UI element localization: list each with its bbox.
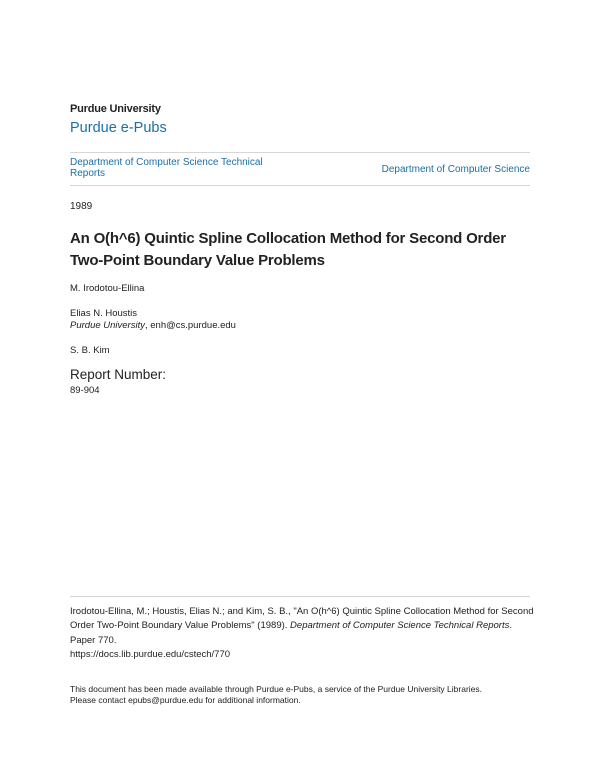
citation-block [70,605,535,662]
notice-line: This document has been made available through Purdue e-Pubs, a service of the Purdue University Libraries. [70,684,483,694]
divider [70,596,530,597]
publication-year: 1989 [70,201,93,212]
report-number-value: 89-904 [70,385,100,396]
document-title: An O(h^6) Quintic Spline Collocation Method for Second Order Two-Point Boundary Value Problems [70,230,506,269]
author-affiliation: Purdue University, enh@cs.purdue.edu [70,320,236,331]
citation-url[interactable]: https://docs.lib.purdue.edu/cstech/770 [70,648,231,660]
author-email: enh@cs.purdue.edu [150,320,236,331]
author-institution: Purdue University [70,320,145,331]
report-number-label: Report Number: [70,367,167,382]
department-link[interactable]: Department of Computer Science [381,164,530,175]
series-link[interactable]: Department of Computer Science Technical Reports [70,157,263,179]
author-name: Elias N. Houstis [70,308,138,319]
citation-series: Department of Computer Science Technical Reports [290,620,510,632]
divider [70,152,530,153]
citation-paper: . Paper 770. [70,620,512,646]
availability-notice [70,684,535,706]
author-name: M. Irodotou-Ellina [70,283,145,294]
repository-link[interactable]: Purdue e-Pubs [70,120,167,136]
university-name: Purdue University [70,103,161,115]
author-name: S. B. Kim [70,345,110,356]
divider [70,185,530,186]
citation-text: Irodotou-Ellina, M.; Houstis, Elias N.; and Kim, S. B., "An O(h^6) Quintic Spline Collocation Method for Second Order Two-Point Boundary Value Problems" (1989). [70,606,534,632]
notice-line: Please contact epubs@purdue.edu for additional information. [70,695,301,705]
